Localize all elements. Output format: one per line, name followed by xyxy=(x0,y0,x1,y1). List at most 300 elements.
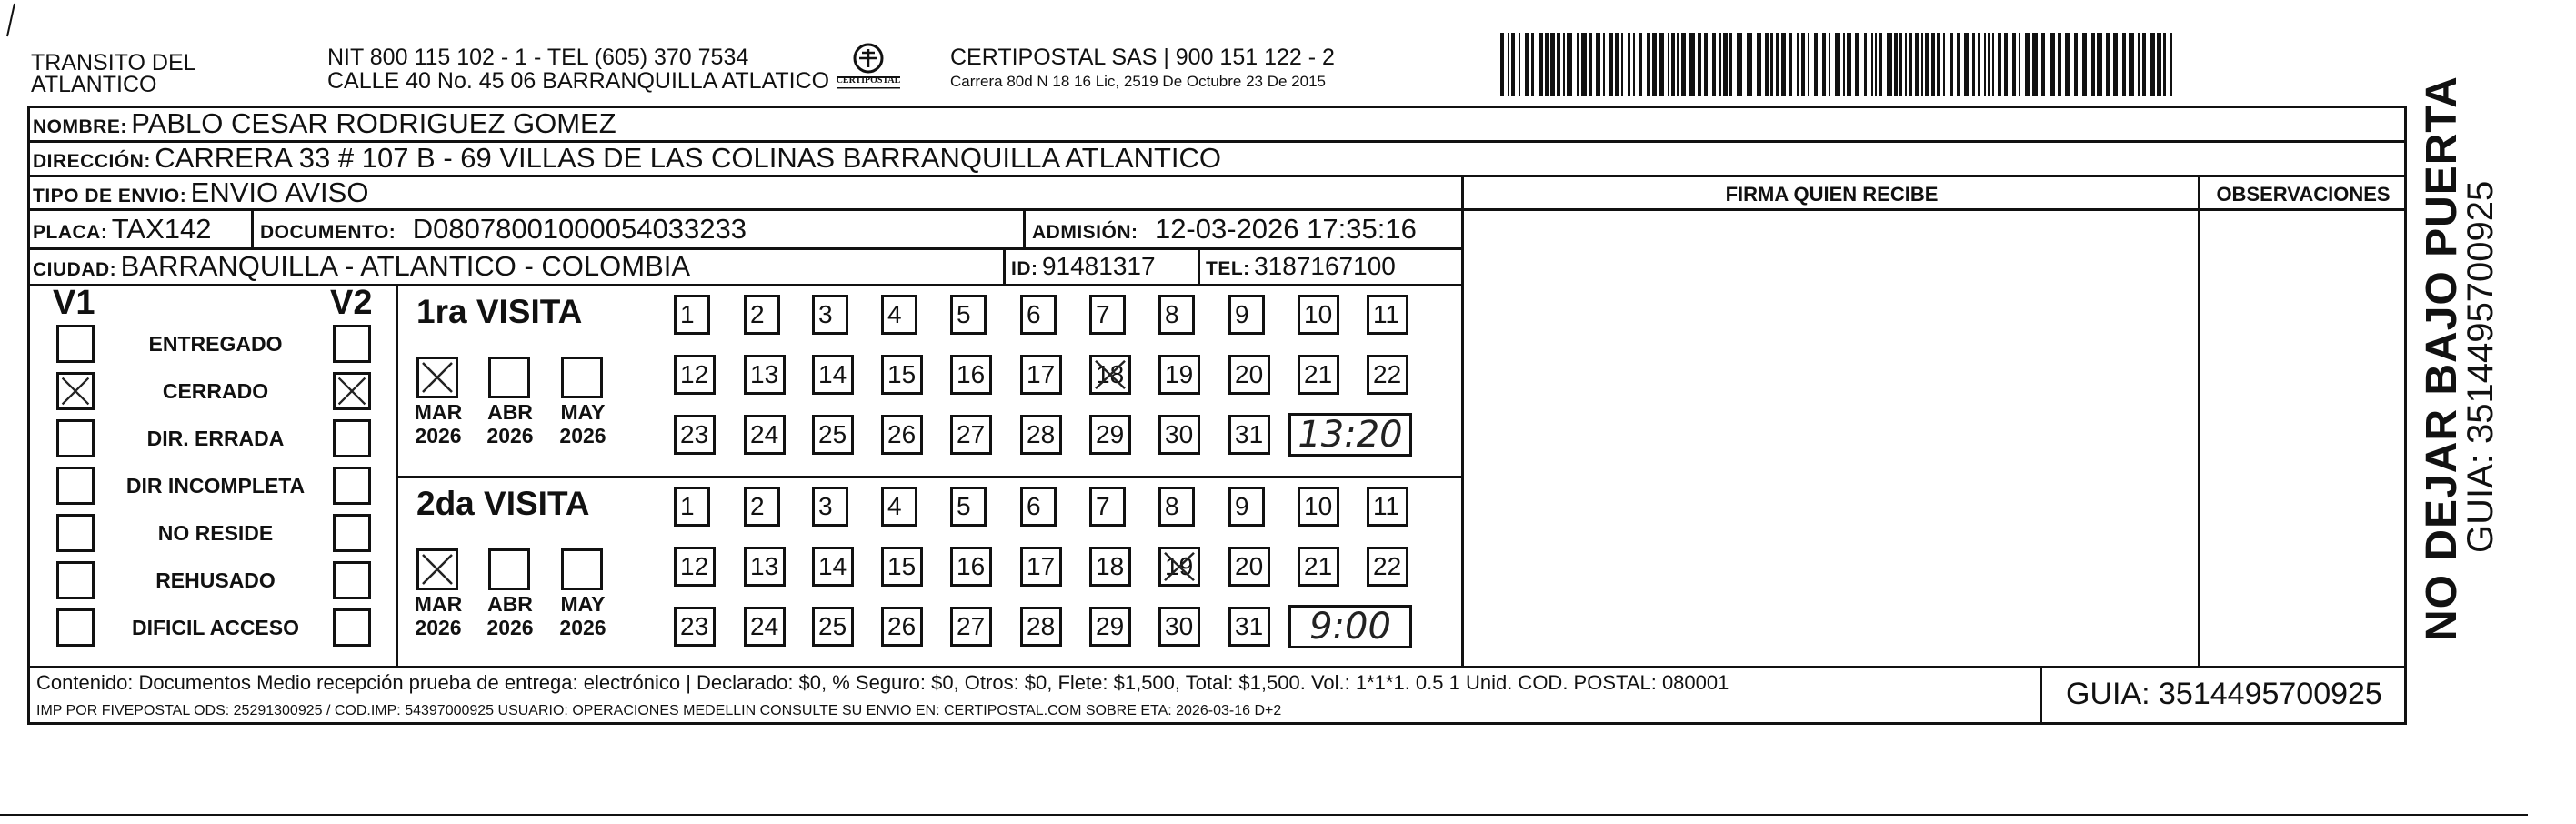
month-name: ABR xyxy=(487,592,533,616)
barcode-bar xyxy=(1829,33,1830,96)
barcode-bar xyxy=(1659,33,1664,96)
day-number: 2 xyxy=(750,492,765,520)
day-box[interactable] xyxy=(812,415,854,455)
day-box[interactable] xyxy=(1158,487,1195,527)
day-box[interactable] xyxy=(1228,547,1270,587)
barcode-bar xyxy=(1589,33,1592,96)
barcode-bar xyxy=(1681,33,1686,96)
barcode-bar xyxy=(1757,33,1761,96)
barcode-bar xyxy=(2050,33,2055,96)
barcode-bar xyxy=(1577,33,1579,96)
day-box[interactable] xyxy=(1367,487,1408,527)
barcode-bar xyxy=(1628,33,1630,96)
day-number: 23 xyxy=(680,420,709,448)
day-number: 5 xyxy=(957,300,971,328)
day-number: 24 xyxy=(750,420,779,448)
day-box[interactable] xyxy=(1020,487,1057,527)
barcode-bar xyxy=(1925,33,1929,96)
status-label: DIR. ERRADA xyxy=(146,427,285,450)
day-box[interactable] xyxy=(812,607,854,647)
ciudad-label: CIUDAD: xyxy=(33,259,117,280)
day-number: 18 xyxy=(1096,552,1125,580)
day-box[interactable] xyxy=(1367,547,1408,587)
barcode-bar xyxy=(1723,33,1728,96)
barcode-bar xyxy=(1879,33,1882,96)
documento-label: DOCUMENTO: xyxy=(260,222,396,243)
month-checkbox[interactable] xyxy=(488,357,530,398)
day-box[interactable] xyxy=(1020,415,1062,455)
barcode-bar xyxy=(1596,33,1600,96)
day-box[interactable] xyxy=(744,295,780,335)
admision-value: 12-03-2026 17:35:16 xyxy=(1154,213,1417,245)
month-year: 2026 xyxy=(559,616,606,639)
barcode-bar xyxy=(1950,33,1953,96)
day-number: 19 xyxy=(1165,360,1194,388)
barcode-bar xyxy=(1781,33,1786,96)
barcode-bar xyxy=(1647,33,1650,96)
imp-line: IMP POR FIVEPOSTAL ODS: 25291300925 / COD.IMP: 54397000925 USUARIO: OPERACIONES MEDELLIN CONSULTE SU ENVIO EN: CERTIPOSTAL.COM SOBRE ETA: 2026-03-16 D+2 xyxy=(36,703,1282,718)
day-number: 5 xyxy=(957,492,971,520)
day-number: 16 xyxy=(957,360,986,388)
day-number: 1 xyxy=(680,300,695,328)
month-name: MAY xyxy=(560,592,606,616)
day-number: 21 xyxy=(1304,360,1333,388)
tel-cell xyxy=(1206,250,1396,287)
barcode-bar xyxy=(1511,33,1515,96)
day-box[interactable] xyxy=(881,415,923,455)
day-number: 20 xyxy=(1235,360,1264,388)
day-number: 28 xyxy=(1027,420,1056,448)
day-number: 9 xyxy=(1235,300,1249,328)
barcode-bar xyxy=(1557,33,1560,96)
barcode-bar xyxy=(1519,33,1520,96)
direccion-row xyxy=(33,142,1221,180)
day-number: 20 xyxy=(1235,552,1264,580)
barcode-bar xyxy=(1835,33,1840,96)
barcode-bar xyxy=(1525,33,1529,96)
v1-checkbox[interactable] xyxy=(56,608,95,647)
month-year: 2026 xyxy=(415,616,462,639)
day-number: 9 xyxy=(1235,492,1249,520)
day-box[interactable] xyxy=(1020,547,1062,587)
day-number: 30 xyxy=(1165,420,1194,448)
barcode-bar xyxy=(1875,33,1877,96)
barcode-bar xyxy=(1978,33,1980,96)
status-label: REHUSADO xyxy=(155,568,276,592)
day-box[interactable] xyxy=(744,415,786,455)
month-year: 2026 xyxy=(559,424,606,447)
barcode-bar xyxy=(1894,33,1898,96)
barcode-bar xyxy=(1931,33,1935,96)
barcode-bar xyxy=(1972,33,1975,96)
logo-wordmark: CERTIPOSTAL xyxy=(836,75,901,85)
barcode-bar xyxy=(1729,33,1732,96)
barcode-bar xyxy=(2138,33,2140,96)
barcode-bar xyxy=(1765,33,1769,96)
day-box[interactable] xyxy=(1020,295,1057,335)
month-label xyxy=(554,400,612,447)
barcode-bar xyxy=(2074,33,2078,96)
tel-label: TEL: xyxy=(1206,258,1250,279)
barcode-bar xyxy=(1615,33,1619,96)
barcode-bar xyxy=(1747,33,1752,96)
documento-value: D08078001000054033233 xyxy=(412,213,747,245)
day-number: 4 xyxy=(887,300,902,328)
v1-label: V1 xyxy=(53,284,95,322)
day-box[interactable] xyxy=(1089,547,1131,587)
day-number: 14 xyxy=(818,360,847,388)
day-box[interactable] xyxy=(674,355,716,395)
barcode-bar xyxy=(1797,33,1799,96)
barcode-bar xyxy=(1998,33,2001,96)
day-box[interactable] xyxy=(1367,295,1408,335)
barcode-bar xyxy=(1668,33,1669,96)
license-line: Carrera 80d N 18 16 Lic, 2519 De Octubre 23 De 2015 xyxy=(950,73,1326,90)
day-number: 30 xyxy=(1165,612,1194,640)
barcode-bar xyxy=(1776,33,1779,96)
day-box[interactable] xyxy=(1089,415,1131,455)
month-checkbox[interactable] xyxy=(488,548,530,590)
barcode-bar xyxy=(1671,33,1675,96)
day-number: 18 xyxy=(1096,360,1125,388)
day-box[interactable] xyxy=(674,487,710,527)
barcode-bar xyxy=(1712,33,1716,96)
day-box[interactable] xyxy=(1228,415,1270,455)
barcode-bar xyxy=(1789,33,1792,96)
v2-label: V2 xyxy=(330,284,373,322)
day-box[interactable] xyxy=(881,487,917,527)
tipo-row xyxy=(33,176,368,215)
barcode-bar xyxy=(1567,33,1572,96)
day-number: 21 xyxy=(1304,552,1333,580)
barcode-bar xyxy=(1814,33,1818,96)
day-box[interactable] xyxy=(950,295,987,335)
ciudad-value: BARRANQUILLA - ATLANTICO - COLOMBIA xyxy=(120,250,691,282)
month-name: MAR xyxy=(414,400,463,424)
status-label: DIFICIL ACCESO xyxy=(131,616,299,639)
day-box[interactable] xyxy=(1158,547,1200,587)
nombre-label: NOMBRE: xyxy=(33,116,127,137)
certipostal-logo xyxy=(829,40,907,96)
v1-checkbox[interactable] xyxy=(56,561,95,599)
day-box[interactable] xyxy=(1228,607,1270,647)
barcode xyxy=(1500,33,2182,96)
month-label xyxy=(481,400,539,447)
day-box[interactable] xyxy=(1158,295,1195,335)
v2-checkbox[interactable] xyxy=(333,608,371,647)
direccion-value: CARRERA 33 # 107 B - 69 VILLAS DE LAS COLINAS BARRANQUILLA ATLANTICO xyxy=(155,142,1222,174)
barcode-bar xyxy=(1737,33,1742,96)
barcode-bar xyxy=(2150,33,2155,96)
day-number: 10 xyxy=(1304,492,1333,520)
barcode-bar xyxy=(2025,33,2030,96)
admision-cell xyxy=(1032,213,1417,251)
day-box[interactable] xyxy=(1020,355,1062,395)
tel-value: 3187167100 xyxy=(1254,252,1396,280)
barcode-bar xyxy=(1545,33,1549,96)
day-number: 25 xyxy=(818,420,847,448)
barcode-bar xyxy=(2082,33,2087,96)
day-number: 29 xyxy=(1096,420,1125,448)
month-year: 2026 xyxy=(486,424,534,447)
day-box[interactable] xyxy=(1158,607,1200,647)
barcode-bar xyxy=(2142,33,2146,96)
barcode-bar xyxy=(1943,33,1945,96)
barcode-bar xyxy=(1652,33,1657,96)
day-number: 25 xyxy=(818,612,847,640)
day-number: 26 xyxy=(887,420,917,448)
day-number: 26 xyxy=(887,612,917,640)
v1-checkbox[interactable] xyxy=(56,372,95,410)
barcode-bar xyxy=(1563,33,1565,96)
v1-checkbox[interactable] xyxy=(56,325,95,363)
month-name: MAR xyxy=(414,592,463,616)
barcode-bar xyxy=(1855,33,1859,96)
day-box[interactable] xyxy=(1298,355,1339,395)
day-box[interactable] xyxy=(744,607,786,647)
contenido-line: Contenido: Documentos Medio recepción prueba de entrega: electrónico | Declarado: $0, % Seguro: $0, Otros: $0, Flete: $1,500, Total: $1,500. Vol.: 1*1*1. 0.5 1 Unid. COD. POSTAL: 080001 xyxy=(36,671,1729,694)
status-label: CERRADO xyxy=(162,379,269,403)
barcode-bar xyxy=(1871,33,1873,96)
day-number: 8 xyxy=(1165,300,1179,328)
month-checkbox[interactable] xyxy=(416,357,458,398)
day-number: 7 xyxy=(1096,492,1110,520)
day-box[interactable] xyxy=(1020,607,1062,647)
day-number: 17 xyxy=(1027,360,1056,388)
barcode-bar xyxy=(2157,33,2161,96)
barcode-bar xyxy=(1621,33,1623,96)
barcode-bar xyxy=(2106,33,2110,96)
day-box[interactable] xyxy=(674,547,716,587)
day-box[interactable] xyxy=(950,547,992,587)
nit-line: NIT 800 115 102 - 1 - TEL (605) 370 7534 xyxy=(327,45,749,70)
barcode-bar xyxy=(1822,33,1826,96)
day-box[interactable] xyxy=(1228,487,1265,527)
day-number: 1 xyxy=(680,492,695,520)
day-box[interactable] xyxy=(1089,487,1126,527)
barcode-bar xyxy=(1639,33,1642,96)
day-number: 17 xyxy=(1027,552,1056,580)
day-box[interactable] xyxy=(881,295,917,335)
status-label: NO RESIDE xyxy=(157,521,274,545)
barcode-bar xyxy=(2032,33,2038,96)
day-box[interactable] xyxy=(950,607,992,647)
v2-checkbox[interactable] xyxy=(333,561,371,599)
barcode-bar xyxy=(1719,33,1721,96)
month-year: 2026 xyxy=(486,616,534,639)
day-box[interactable] xyxy=(812,547,854,587)
barcode-bar xyxy=(1770,33,1773,96)
barcode-bar xyxy=(2163,33,2166,96)
day-number: 15 xyxy=(887,360,917,388)
month-label xyxy=(409,400,467,447)
month-checkbox[interactable] xyxy=(561,548,603,590)
day-box[interactable] xyxy=(1089,607,1131,647)
day-number: 31 xyxy=(1235,612,1264,640)
barcode-bar xyxy=(2113,33,2118,96)
barcode-bar xyxy=(1905,33,1907,96)
barcode-bar xyxy=(1992,33,1994,96)
address-line: CALLE 40 No. 45 06 BARRANQUILLA ATLATICO xyxy=(327,68,830,94)
barcode-bar xyxy=(1550,33,1555,96)
barcode-bar xyxy=(1915,33,1919,96)
ciudad-cell xyxy=(33,250,690,288)
day-box[interactable] xyxy=(674,415,716,455)
month-name: ABR xyxy=(487,400,533,424)
v1-checkbox[interactable] xyxy=(56,467,95,505)
day-number: 11 xyxy=(1373,300,1400,328)
barcode-bar xyxy=(2122,33,2126,96)
barcode-bar xyxy=(1847,33,1851,96)
barcode-bar xyxy=(1677,33,1679,96)
v1-checkbox[interactable] xyxy=(56,419,95,457)
day-number: 7 xyxy=(1096,300,1110,328)
barcode-bar xyxy=(1964,33,1969,96)
day-box[interactable] xyxy=(950,415,992,455)
direccion-label: DIRECCIÓN: xyxy=(33,151,151,172)
day-box[interactable] xyxy=(1089,355,1131,395)
day-number: 13 xyxy=(750,360,779,388)
v2-checkbox[interactable] xyxy=(333,514,371,552)
v2-checkbox[interactable] xyxy=(333,325,371,363)
barcode-bar xyxy=(2129,33,2134,96)
barcode-bar xyxy=(2019,33,2020,96)
id-label: ID: xyxy=(1011,258,1038,279)
day-number: 2 xyxy=(750,300,765,328)
day-number: 27 xyxy=(957,612,986,640)
documento-cell xyxy=(260,213,747,251)
day-box[interactable] xyxy=(674,295,710,335)
day-box[interactable] xyxy=(1089,295,1126,335)
day-box[interactable] xyxy=(812,295,848,335)
org-name-line1: TRANSITO DEL xyxy=(31,50,196,75)
visit-time: 9:00 xyxy=(1288,605,1412,648)
v1-checkbox[interactable] xyxy=(56,514,95,552)
barcode-bar xyxy=(1508,33,1509,96)
nombre-row xyxy=(33,107,616,146)
barcode-bar xyxy=(2065,33,2070,96)
barcode-bar xyxy=(1984,33,1986,96)
day-box[interactable] xyxy=(1158,415,1200,455)
month-year: 2026 xyxy=(415,424,462,447)
day-number: 12 xyxy=(680,552,709,580)
v2-checkbox[interactable] xyxy=(333,419,371,457)
barcode-bar xyxy=(2058,33,2061,96)
day-number: 12 xyxy=(680,360,709,388)
day-box[interactable] xyxy=(950,487,987,527)
placa-value: TAX142 xyxy=(111,213,212,245)
barcode-bar xyxy=(1864,33,1867,96)
barcode-bar xyxy=(1531,33,1534,96)
barcode-bar xyxy=(2012,33,2016,96)
v2-checkbox[interactable] xyxy=(333,372,371,410)
barcode-bar xyxy=(1603,33,1605,96)
day-box[interactable] xyxy=(881,547,923,587)
month-checkbox[interactable] xyxy=(416,548,458,590)
day-box[interactable] xyxy=(812,355,854,395)
month-label xyxy=(409,592,467,639)
day-box[interactable] xyxy=(744,547,786,587)
day-number: 19 xyxy=(1165,552,1194,580)
v2-checkbox[interactable] xyxy=(333,467,371,505)
day-box[interactable] xyxy=(1158,355,1200,395)
day-box[interactable] xyxy=(1367,355,1408,395)
day-box[interactable] xyxy=(812,487,848,527)
barcode-bar xyxy=(1500,33,1504,96)
barcode-bar xyxy=(1801,33,1805,96)
barcode-bar xyxy=(1609,33,1613,96)
day-box[interactable] xyxy=(881,607,923,647)
visit-time: 13:20 xyxy=(1288,413,1412,457)
day-box[interactable] xyxy=(1298,487,1339,527)
day-number: 16 xyxy=(957,552,986,580)
barcode-bar xyxy=(1808,33,1809,96)
day-number: 10 xyxy=(1304,300,1333,328)
barcode-bar xyxy=(1957,33,1960,96)
visit-title: 1ra VISITA xyxy=(416,293,583,330)
day-number: 3 xyxy=(818,300,833,328)
day-number: 15 xyxy=(887,552,917,580)
day-number: 22 xyxy=(1373,552,1402,580)
tipo-value: ENVIO AVISO xyxy=(190,176,369,208)
side-warning: NO DEJAR BAJO PUERTA xyxy=(2418,75,2466,641)
barcode-bar xyxy=(2091,33,2095,96)
day-number: 11 xyxy=(1373,492,1400,520)
day-number: 8 xyxy=(1165,492,1179,520)
status-label: ENTREGADO xyxy=(148,332,283,356)
day-box[interactable] xyxy=(950,355,992,395)
nombre-value: PABLO CESAR RODRIGUEZ GOMEZ xyxy=(131,107,616,139)
month-label xyxy=(554,592,612,639)
day-box[interactable] xyxy=(1228,295,1265,335)
day-number: 3 xyxy=(818,492,833,520)
barcode-bar xyxy=(1581,33,1587,96)
barcode-bar xyxy=(1899,33,1902,96)
day-box[interactable] xyxy=(674,607,716,647)
day-number: 4 xyxy=(887,492,902,520)
status-label: DIR INCOMPLETA xyxy=(125,474,306,497)
barcode-bar xyxy=(1887,33,1892,96)
day-number: 24 xyxy=(750,612,779,640)
day-box[interactable] xyxy=(744,355,786,395)
barcode-bar xyxy=(1704,33,1708,96)
month-label xyxy=(481,592,539,639)
day-number: 28 xyxy=(1027,612,1056,640)
admision-label: ADMISIÓN: xyxy=(1032,222,1138,243)
day-number: 14 xyxy=(818,552,847,580)
id-value: 91481317 xyxy=(1041,252,1156,280)
barcode-bar xyxy=(2170,33,2172,96)
placa-label: PLACA: xyxy=(33,222,108,243)
barcode-bar xyxy=(2097,33,2102,96)
barcode-bar xyxy=(2004,33,2008,96)
org-name-line2: ATLANTICO xyxy=(31,72,157,97)
day-box[interactable] xyxy=(744,487,780,527)
month-checkbox[interactable] xyxy=(561,357,603,398)
placa-cell xyxy=(33,213,212,251)
day-box[interactable] xyxy=(881,355,923,395)
day-number: 6 xyxy=(1027,300,1041,328)
day-number: 27 xyxy=(957,420,986,448)
day-box[interactable] xyxy=(1298,547,1339,587)
barcode-bar xyxy=(2041,33,2045,96)
day-box[interactable] xyxy=(1228,355,1270,395)
day-number: 22 xyxy=(1373,360,1402,388)
day-box[interactable] xyxy=(1298,295,1339,335)
observaciones-header: OBSERVACIONES xyxy=(2216,183,2391,206)
id-cell xyxy=(1011,250,1156,287)
footer-guia: GUIA: 3514495700925 xyxy=(2066,677,2382,711)
